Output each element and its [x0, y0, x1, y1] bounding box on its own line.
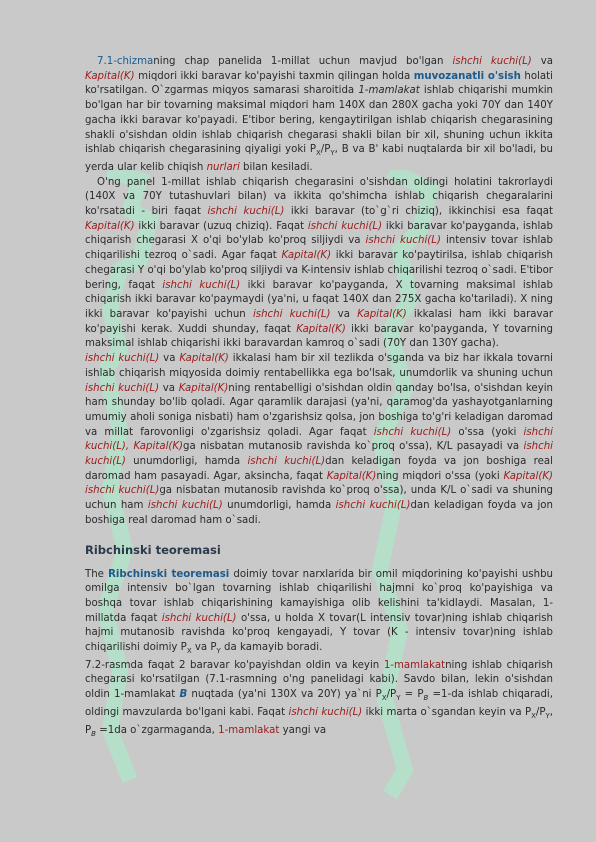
paragraph-rybczynski: The Ribchinski teoremasi doimiy tovar narxlarida bir omil miqdorining ko'payishi ushbu omilga intensiv bo`lgan tovarning ishlab chiqarilishi hajmni ko`proq ko'payishiga va boshqa tovar ishlab chiqarishining kamayishiga olib kelishini ta'kidlaydi. Masalan, 1-millatda faqat ishchi kuchi(L) o'ssa, u holda X tovar(L intensiv tovar)ning ishlab chiqarish hajmi mutanosib ravishda ko'proq kengayadi, Y tovar (K - intensiv tovar)ning ishlab chiqarilishi doimiy $P_X$ va $P_Y$ da kamayib boradi. [85, 568, 554, 656]
paragraph-figure-7-2: 7.2-rasmda faqat 2 baravar ko'payishdan oldin va keyin 1-mamlakatning ishlab chiqarish chegarasi ko'rsatilgan (7.1-rasmning o'ng panelidagi kabi). Savdo bilan, lekin o'sishdan oldin 1-mamlakat B nuqtada (ya'ni 130X va 20Y) ya`ni $P_X/P_Y = P_B =1-da$ ishlab chiqaradi, oldingi mavzularda bo'lgani kabi. Faqat ishchi kuchi(L) ikki marta o`sgandan keyin va $P_X/P_Y$, $P_B =1da$ o`zgarmaganda, 1-mamlakat yangi va [85, 659, 553, 738]
paragraph-balanced-growth: 7.1-chizmaning chap panelida 1-millat uchun mavjud bo'lgan ishchi kuchi(L) va Kapital(K) miqdori ikki baravar ko'payishi taxmin qilingan holda muvozanatli o'sish holati ko'rsatilgan. O`zgarmas miqyos samarasi sharoitida 1-mamlakat ishlab chiqarishi mumkin bo'lgan har bir tovarning maksimal miqdori ham 140X dan 280X gacha yoki 70Y dan 140Y gacha ikki baravar ko'payadi. E'tibor bering, kengaytirilgan ishlab chiqarish chegarasining shakli o'sishdan oldin ishlab chiqarish chegarasi shakli bilan bir xil, shuning uchun ikkita ishlab chiqarish chegarasining qiyaligi yoki $P_X/P_Y$, B va B' kabi nuqtalarda bir xil bo'ladi, bu yerda ular kelib chiqish nurlari bilan kesiladi. [85, 56, 554, 173]
term-rybczynski: Ribchinski teoremasi [108, 568, 230, 580]
section-heading: Ribchinski teoremasi [85, 542, 221, 557]
document-page [85, 55, 553, 741]
paragraph-right-panel: O'ng panel 1-millat ishlab chiqarish chegarasini o'sishdan oldingi holatini takrorlaydi (140X va 70Y tutashuvlari bilan) va ikkita qo'shimcha ishlab chiqarish chegaralarini ko'rsatadi - biri faqat ishchi kuchi(L) ikki baravar (to`g`ri chiziq), ikkinchisi esa faqat Kapital(K) ikki baravar (uzuq chiziq). Faqat ishchi kuchi(L) ikki baravar ko'payganda, ishlab chiqarish chegarasi X o'qi bo'ylab ko'proq siljiydi va ishchi kuchi(L) intensiv tovar ishlab chiqarilishi tezroq o`sadi. Agar faqat Kapital(K) ikki baravar ko'paytirilsa, ishlab chiqarish chegarasi Y o'qi bo'ylab ko'proq siljiydi va K-intensiv ishlab chiqarilishi tezroq o`sadi. E'tibor bering, faqat ishchi kuchi(L) ikki baravar ko'payganda, X tovarning maksimal ishlab chiqarish ikki baravar ko'paymaydi (ya'ni, u faqat 140X dan 275X gacha ko'tariladi). X ning ikki baravar ko'payishi uchun ishchi kuchi(L) va Kapital(K) ikkalasi ham ikki baravar ko'payishi kerak. Xuddi shunday, faqat Kapital(K) ikki baravar ko'payganda, Y tovarning maksimal ishlab chiqarishi ikki baravardan kamroq o`sadi (70Y dan 130Y gacha). ishchi kuchi(L) va Kapital(K) ikkalasi ham bir xil tezlikda o'sganda va biz har ikkala tovarni ishlab chiqarish miqyosida doimiy rentabellikka ega bo'lsak, unumdorlik va shuning uchun ishchi kuchi(L) va Kapital(K)ning rentabelligi o'sishdan oldin qanday bo'lsa, o'sishdan keyin ham shunday bo'lib qoladi. Agar qaramlik darajasi (ya'ni, qaramog'da yashayotganlarning umumiy aholi soniga nisbati) ham o'zgarishsiz qolsa, jon boshiga to'g'ri keladigan daromad va millat farovonligi o'zgarishsiz qoladi. Agar faqat ishchi kuchi(L) o'ssa (yoki ishchi kuchi(L), Kapital(K)ga nisbatan mutanosib ravishda ko`proq o'ssa), K/L pasayadi va ishchi kuchi(L) unumdorligi, hamda ishchi kuchi(L)dan keladigan foyda va jon boshiga real daromad ham pasayadi. Agar, aksincha, faqat Kapital(K)ning miqdori o'ssa (yoki Kapital(K) ishchi kuchi(L)ga nisbatan mutanosib ravishda ko`proq o'ssa), unda K/L o`sadi va shuning uchun ham ishchi kuchi(L) unumdorligi, hamda ishchi kuchi(L)dan keladigan foyda va jon boshiga real daromad ham o`sadi. [85, 176, 554, 526]
term-balanced-growth: muvozanatli o'sish [413, 70, 521, 82]
figure-ref-link[interactable]: 7.1-chizma [97, 56, 154, 67]
